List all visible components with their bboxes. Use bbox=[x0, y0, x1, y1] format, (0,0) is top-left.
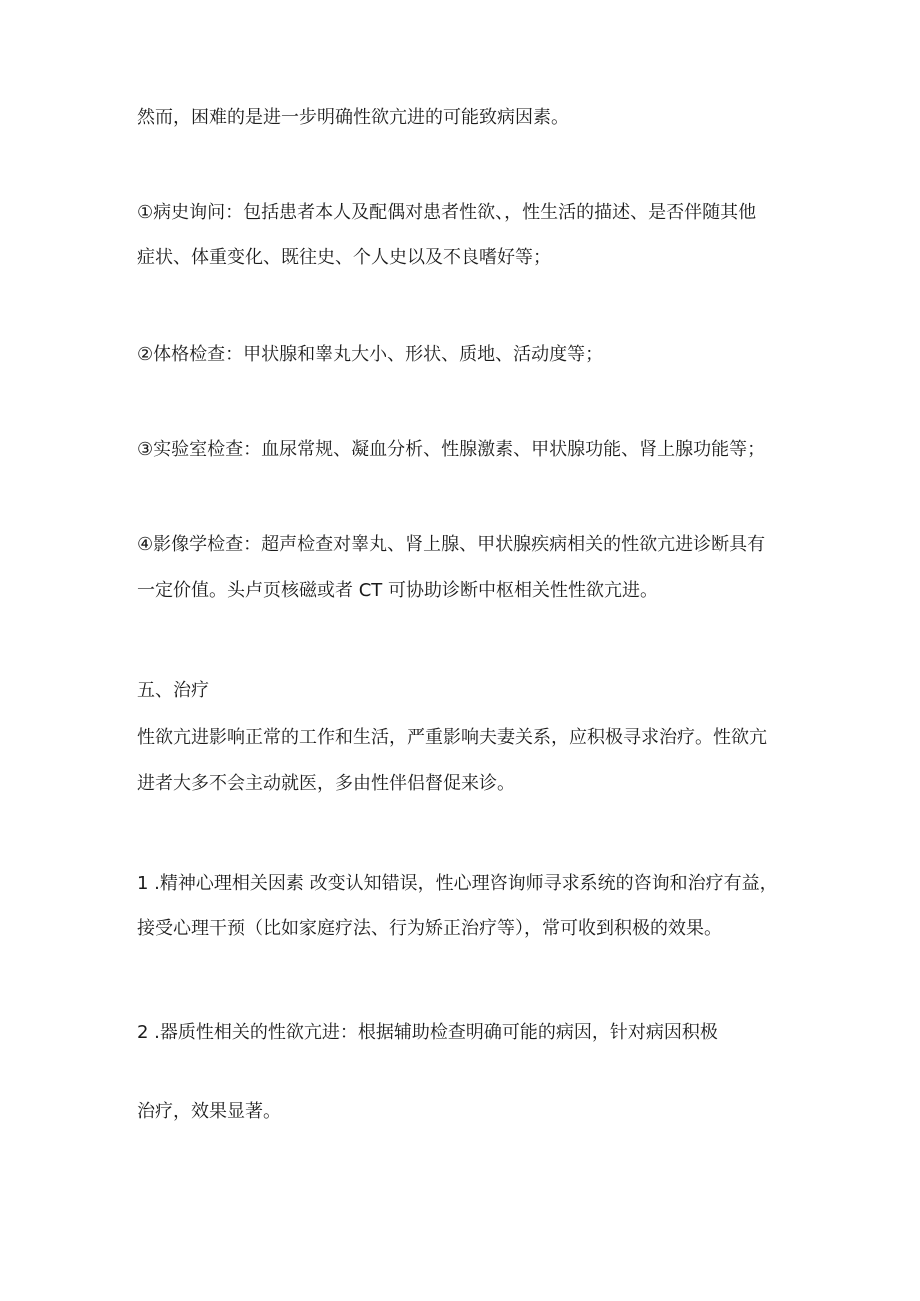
paragraph-physical-exam: ②体格检查：甲状腺和睾丸大小、形状、质地、活动度等； bbox=[137, 344, 604, 365]
paragraph-history-line-2: 症状、体重变化、既往史、个人史以及不良嗜好等； bbox=[137, 247, 551, 268]
paragraph-treatment-line-2: 进者大多不会主动就医，多由性伴侣督促来诊。 bbox=[137, 773, 515, 794]
paragraph-history-line-1: ①病史询问：包括患者本人及配偶对患者性欲、，性生活的描述、是否伴随其他 bbox=[137, 202, 757, 223]
paragraph-psych-line-1: 1 .精神心理相关因素 改变认知错误，性心理咨询师寻求系统的咨询和治疗有益， bbox=[137, 873, 778, 894]
paragraph-treatment-line-1: 性欲亢进影响正常的工作和生活，严重影响夫妻关系，应积极寻求治疗。性欲亢 bbox=[137, 727, 767, 748]
paragraph-imaging-line-1: ④影像学检查：超声检查对睾丸、肾上腺、甲状腺疾病相关的性欲亢进诊断具有 bbox=[137, 534, 766, 555]
paragraph-imaging-line-2: 一定价值。头卢页核磁或者 CT 可协助诊断中枢相关性性欲亢进。 bbox=[137, 580, 659, 601]
paragraph-organic-line-1: 2 .器质性相关的性欲亢进：根据辅助检查明确可能的病因，针对病因积极 bbox=[137, 1022, 718, 1043]
paragraph-intro: 然而，困难的是进一步明确性欲亢进的可能致病因素。 bbox=[137, 107, 569, 128]
paragraph-organic-line-2: 治疗，效果显著。 bbox=[137, 1101, 281, 1122]
section-heading-treatment: 五、治疗 bbox=[137, 680, 209, 701]
paragraph-lab-exam: ③实验室检查：血尿常规、凝血分析、性腺激素、甲状腺功能、肾上腺功能等； bbox=[137, 439, 766, 460]
paragraph-psych-line-2: 接受心理干预（比如家庭疗法、行为矫正治疗等），常可收到积极的效果。 bbox=[137, 918, 722, 939]
